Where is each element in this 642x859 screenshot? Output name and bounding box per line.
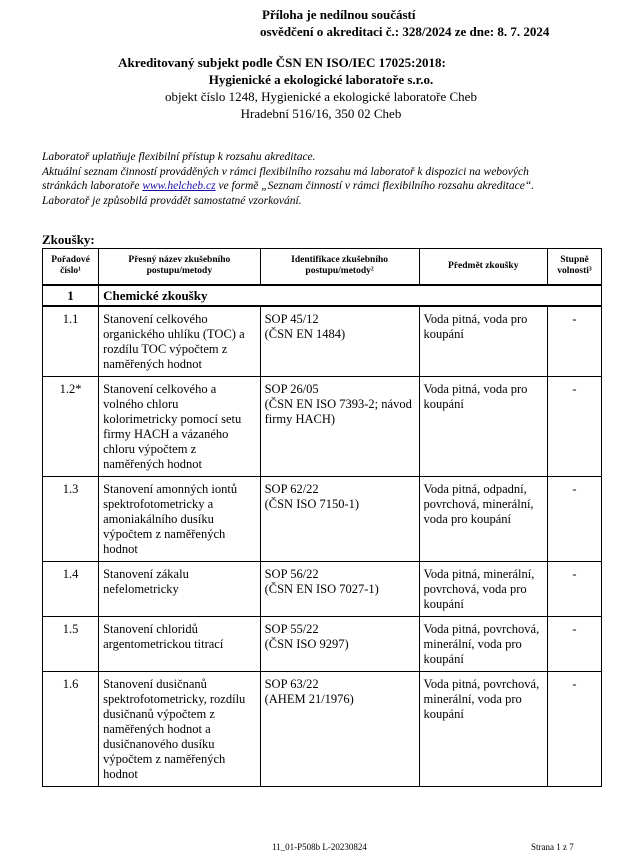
- flexible-scope-notes: [42, 150, 602, 208]
- row-degrees: -: [547, 306, 601, 377]
- annex-line-2: osvědčení o akreditaci č.: 328/2024 ze dne: 8. 7. 2024: [260, 24, 550, 39]
- row-test-subject: Voda pitná, voda pro koupání: [419, 376, 547, 476]
- row-method-id: [260, 616, 419, 671]
- row-method-name: Stanovení amonných iontů spektrofotometricky a amoniakálního dusíku výpočtem z naměřených hodnot: [99, 476, 261, 561]
- row-standard: (ČSN EN ISO 7393-2; návod firmy HACH): [264, 396, 412, 426]
- table-row: [43, 376, 602, 476]
- row-degrees: -: [547, 616, 601, 671]
- header-test-subject: Předmět zkoušky: [419, 249, 547, 285]
- table-header-row: [43, 249, 602, 285]
- row-sop: SOP 26/05: [264, 381, 319, 396]
- website-link[interactable]: www.helcheb.cz: [142, 180, 216, 192]
- note-line-3: [42, 179, 602, 194]
- row-standard: (ČSN EN ISO 7027-1): [264, 581, 379, 596]
- row-number: 1.2*: [43, 376, 99, 476]
- row-sop: SOP 62/22: [264, 481, 319, 496]
- row-standard: (ČSN ISO 7150-1): [264, 496, 360, 511]
- subject-block: [0, 54, 642, 122]
- subject-address: Hradební 516/16, 350 02 Cheb: [240, 106, 402, 121]
- row-test-subject: Voda pitná, odpadní, povrchová, minerální, voda pro koupání: [419, 476, 547, 561]
- annex-line-1: Příloha je nedílnou součástí: [262, 7, 416, 22]
- table-row: [43, 561, 602, 616]
- header-order-number: Pořadové číslo¹: [43, 249, 99, 285]
- row-method-id: [260, 671, 419, 786]
- table-row: [43, 476, 602, 561]
- subject-object: objekt číslo 1248, Hygienické a ekologické laboratoře Cheb: [165, 89, 477, 104]
- row-method-id: [260, 561, 419, 616]
- row-sop: SOP 56/22: [264, 566, 319, 581]
- note-line-3-pre: stránkách laboratoře: [42, 180, 143, 192]
- note-line-4: Laboratoř je způsobilá provádět samostatné vzorkování.: [42, 194, 302, 207]
- row-number: 1.3: [43, 476, 99, 561]
- row-method-name: Stanovení celkového organického uhlíku (TOC) a rozdílu TOC výpočtem z naměřených hodnot: [99, 306, 261, 377]
- row-sop: SOP 45/12: [264, 311, 319, 326]
- header-degrees-freedom: Stupně volnosti³: [547, 249, 601, 285]
- tests-table: [42, 248, 602, 787]
- table-row: [43, 306, 602, 377]
- row-method-id: [260, 376, 419, 476]
- row-number: 1.4: [43, 561, 99, 616]
- row-test-subject: Voda pitná, povrchová, minerální, voda pro koupání: [419, 616, 547, 671]
- row-method-name: Stanovení dusičnanů spektrofotometricky, rozdílu dusičnanů výpočtem z naměřených hodnot a dusičnanového dusíku výpočtem z naměřených hodnot: [99, 671, 261, 786]
- note-line-3-post: ve formě „Seznam činností v rámci flexibilního rozsahu akreditace“.: [215, 180, 535, 192]
- row-standard: (ČSN EN 1484): [264, 326, 346, 341]
- row-degrees: -: [547, 476, 601, 561]
- note-line-2: Aktuální seznam činností prováděných v rámci flexibilního rozsahu má laboratoř k dispozici na webových: [42, 165, 529, 178]
- row-test-subject: Voda pitná, voda pro koupání: [419, 306, 547, 377]
- table-row: [43, 671, 602, 786]
- table-row: [43, 616, 602, 671]
- row-test-subject: Voda pitná, minerální, povrchová, voda pro koupání: [419, 561, 547, 616]
- row-number: 1.1: [43, 306, 99, 377]
- row-standard: (ČSN ISO 9297): [264, 636, 349, 651]
- row-method-id: [260, 476, 419, 561]
- row-method-name: Stanovení chloridů argentometrickou titrací: [99, 616, 261, 671]
- row-degrees: -: [547, 561, 601, 616]
- row-test-subject: Voda pitná, povrchová, minerální, voda pro koupání: [419, 671, 547, 786]
- row-sop: SOP 63/22: [264, 676, 319, 691]
- row-degrees: -: [547, 376, 601, 476]
- subject-title: Akreditovaný subjekt podle ČSN EN ISO/IEC 17025:2018:: [118, 55, 446, 70]
- annex-header: [260, 6, 600, 40]
- header-method-name: Přesný název zkušebního postupu/metody: [99, 249, 261, 285]
- row-degrees: -: [547, 671, 601, 786]
- row-method-id: [260, 306, 419, 377]
- row-method-name: Stanovení zákalu nefelometricky: [99, 561, 261, 616]
- header-method-id: Identifikace zkušebního postupu/metody²: [260, 249, 419, 285]
- row-number: 1.5: [43, 616, 99, 671]
- subject-name: Hygienické a ekologické laboratoře s.r.o.: [208, 72, 434, 87]
- footer-page-number: Strana 1 z 7: [531, 842, 574, 852]
- row-number: 1.6: [43, 671, 99, 786]
- note-line-1: Laboratoř uplatňuje flexibilní přístup k rozsahu akreditace.: [42, 151, 316, 163]
- group-number: 1: [43, 285, 99, 306]
- group-row-chemical: [43, 285, 602, 306]
- group-label: Chemické zkoušky: [99, 285, 602, 306]
- section-title: Zkoušky:: [42, 232, 95, 247]
- row-standard: (AHEM 21/1976): [264, 691, 354, 706]
- footer-document-code: 11_01-P508b L-20230824: [272, 842, 367, 852]
- row-sop: SOP 55/22: [264, 621, 319, 636]
- row-method-name: Stanovení celkového a volného chloru kolorimetricky pomocí setu firmy HACH a vázaného chloru výpočtem z naměřených hodnot: [99, 376, 261, 476]
